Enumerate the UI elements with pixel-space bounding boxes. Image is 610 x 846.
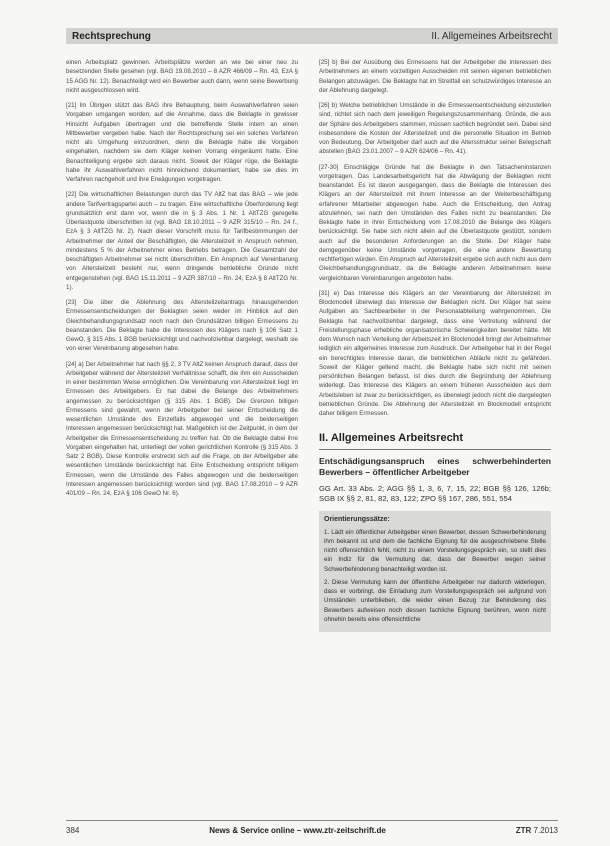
section-heading: II. Allgemeines Arbeitsrecht [319, 432, 551, 450]
page-footer [66, 820, 558, 836]
paragraph: [21] Im Übrigen stützt das BAG ihre Behauptung, beim Auswahlverfahren seien Vorgaben umgangen worden, auf die Annahme, dass die Beklagte in gewisser Hinsicht Aufgaben übertragen und die betreffende Stelle intern an einen Mitbewerber vergeben habe. Nach der Rechtsprechung sei ein solches Verfahren nicht als Umgehung einzuordnen, denn die Beklagte habe die Vorgaben eingehalten, nachdem sie dem Kläger keinen Vorrang eingeräumt hatte. Eine Benachteiligung ergebe sich daraus nicht. Soweit der Kläger rüge, die Beklagte habe ihr Auswahlverfahren nicht hinreichend dokumentiert, habe sie dies im Verfahren nachgeholt und ihre Erwägungen vorgetragen. [66, 102, 298, 183]
footer-issue [516, 826, 558, 835]
statute-references: GG Art. 33 Abs. 2; AGG §§ 1, 3, 6, 7, 15, 22; BGB §§ 126, 126b; SGB IX §§ 2, 81, 82, 83, 122; ZPO §§ 167, 286, 551, 554 [319, 484, 551, 504]
left-column [66, 58, 298, 810]
paragraph: [31] e) Das Interesse des Klägers an der Vereinbarung der Altersteilzeit im Blockmodell überwiegt das Interesse der Beklagten nicht. Der Kläger hat seine Aufgaben als Sachbearbeiter in der Personalabteilung wahrgenommen. Die Beklagte hat nachvollziehbar dargelegt, dass eine Vertretung während der Freistellungsphase erhebliche organisatorische Schwierigkeiten bereitet hätte. Mit dem Wunsch nach Verteilung der Arbeitszeit im Blockmodell bringt der Arbeitnehmer lediglich ein allgemeines Interesse zum Ausdruck. Der Arbeitgeber hat in der Regel ein berechtigtes Interesse daran, die betrieblichen Abläufe nicht zu gefährden. Soweit der Kläger geltend macht, die Beklagte habe sich nicht mit seinen persönlichen Belangen befasst, ist dies durch die Begründung der Ablehnung widerlegt. Das Interesse des Klägers an einem früheren Ausscheiden aus dem Arbeitsleben ist zwar zu berücksichtigen, es überwiegt jedoch nicht die dargelegten betrieblichen Gründe. Die Ablehnung der Altersteilzeit im Blockmodell entspricht daher billigem Ermessen. [319, 289, 551, 417]
guiding-principles-box [319, 511, 551, 632]
box-heading: Orientierungssätze: [324, 516, 390, 524]
paragraph: einen Arbeitsplatz gewinnen. Arbeitsplätze werden an wie bei einer neu zu besetzenden Stelle gesehen (vgl. BAG 19.08.2010 – 8 AZR 466/09 – Rn. 43, EzA § 15 AGG Nr. 12). Benachteiligt wird ein Bewerber auch dann, wenn seine Bewerbung nicht ausgeschlossen wird. [66, 59, 298, 94]
footer-website: News & Service online – www.ztr-zeitschrift.de [209, 825, 386, 835]
paragraph: [25] b) Bei der Ausübung des Ermessens hat der Arbeitgeber die Interessen des Arbeitnehmers an einem vorzeitigen Ausscheiden mit seinen eigenen betrieblichen Belangen abzuwägen. Die Beklagte hat im Streitfall ein schutzwürdiges Interesse an der Ablehnung dargelegt. [319, 59, 551, 94]
page-number: 384 [66, 825, 80, 835]
paragraph: [26] b) Welche betrieblichen Umstände in die Ermessensentscheidung einzustellen sind, richtet sich nach dem jeweiligen Regelungszusammenhang. Gründe, die aus der Sphäre des Arbeitgebers stammen, müssen sachlich begründet sein. Dabei sind insbesondere die Kosten der Altersteilzeit und die personelle Situation im Betrieb von Bedeutung. Der Arbeitgeber darf auch auf die Altersstruktur seiner Belegschaft abstellen (BAG 23.01.2007 – 9 AZR 624/06 – Rn. 41). [319, 102, 551, 156]
header-category: Rechtsprechung [72, 30, 151, 42]
right-column [319, 58, 551, 810]
paragraph: [27-30] Einschlägige Gründe hat die Beklagte in den Tatsacheninstanzen vorgetragen. Das Landesarbeitsgericht hat die Abwägung der Beklagten nicht beanstandet. Es ist davon ausgegangen, dass die Beklagte die Interessen des Klägers an der Altersteilzeit mit ihrem Interesse an der Weiterbeschäftigung erfahrener Mitarbeiter abgewogen habe. Auch die Entscheidung, den Antrag abzulehnen, sei nach den Umständen des Falles nicht zu beanstanden. Die Beklagte habe in ihrer Entscheidung vom 17.08.2010 die Belange des Klägers berücksichtigt. Sie habe sich nicht allein auf die Überlastquote gestützt, sondern auch auf die besonderen Anforderungen an die Stelle. Der Kläger habe demgegenüber keine Umstände vorgetragen, die eine andere Bewertung rechtfertigen würden. Ein Anspruch auf Altersteilzeit ergebe sich auch nicht aus dem Gleichbehandlungsgrundsatz, da die Beklagte anderen Arbeitnehmern keine vergleichbaren Vereinbarungen angeboten habe. [319, 163, 551, 282]
paragraph: [24] a) Der Arbeitnehmer hat nach §§ 2, 3 TV AltZ keinen Anspruch darauf, dass der Arbeitgeber während der Altersteilzeit Verhältnisse schafft, die ihm ein Ausscheiden in einer bestimmten Weise ermöglichen. Die Vereinbarung von Altersteilzeit liegt im Ermessen des Arbeitgebers. Er hat dabei die Belange des Arbeitnehmers angemessen zu berücksichtigen (§ 315 Abs. 1 BGB). Die Grenzen billigen Ermessens sind gewahrt, wenn der Arbeitgeber bei seiner Entscheidung die wesentlichen Umstände des Einzelfalls abgewogen und die beiderseitigen Interessen angemessen berücksichtigt hat. Maßgeblich ist der Zeitpunkt, in dem der Arbeitgeber die Ermessensentscheidung zu treffen hat. Ob die Beklagte dabei ihre Vorgaben eingehalten hat, unterliegt der vollen gerichtlichen Kontrolle (§ 315 Abs. 3 Satz 2 BGB). Diese Kontrolle erstreckt sich auf die Frage, ob der Arbeitgeber alle wesentlichen Umstände berücksichtigt hat. Eine Entscheidung entspricht billigem Ermessen, wenn die Umstände des Falles abgewogen und die beiderseitigen Interessen angemessen berücksichtigt worden sind (vgl. BAG 17.08.2010 – 9 AZR 401/09 – Rn. 24, EzA § 106 GewO Nr. 6). [66, 360, 298, 497]
journal-name: ZTR [515, 825, 532, 835]
paragraph: [22] Die wirtschaftlichen Belastungen durch das TV AltZ hat das BAG – wie jede andere Tarifvertragspartei auch – zu tragen. Eine wirtschaftliche Überforderung liegt grundsätzlich erst dann vor, wenn die in § 3 Abs. 1 Nr. 1 AltTZG geregelte Überlastquote überschritten ist (vgl. BAG 18.10.2011 – 9 AZR 315/10 – Rn. 24 f., EzA § 3 AltTZG Nr. 2). Nach dieser Vorschrift muss für Tarifbestimmungen der Arbeitnehmer der Anteil der Beschäftigten, die Altersteilzeit in Anspruch nehmen, mindestens 5 % der Arbeitnehmer eines Betriebs betragen. Die Gesamtzahl der beschäftigten Arbeitnehmer sei nicht überschritten. Ein Anspruch auf Vereinbarung von Altersteilzeit besteht nur, wenn dringende betriebliche Gründe nicht entgegenstehen (vgl. BAG 15.11.2011 – 9 AZR 387/10 – Rn. 24, EzA § 8 AltTZG Nr. 1). [66, 191, 298, 291]
decision-subheading: Entschädigungsanspruch eines schwerbehinderten Bewerbers – öffentlicher Arbeitgeber [319, 456, 551, 478]
principle-item: 1. Lädt ein öffentlicher Arbeitgeber einen Bewerber, dessen Schwerbehinderung ihm bekannt ist und dem die fachliche Eignung für die ausgeschriebene Stelle nicht offensichtlich fehlt, nicht zu einem Vorstellungsgespräch ein, so stellt dies ein Indiz für die Vermutung dar, dass der Bewerber wegen seiner Schwerbehinderung benachteiligt worden ist. [324, 528, 546, 573]
running-header [66, 28, 558, 44]
paragraph: [23] Die über die Ablehnung des Altersteilzeitantrags hinausgehenden Ermessensentscheidungen der Beklagten seien weder im Hinblick auf den Gleichbehandlungsgrundsatz noch nach den Grundsätzen billigen Ermessens zu beanstanden. Die Beklagte habe die Interessen des Klägers nach § 106 Satz 1 GewO, § 315 Abs. 1 BGB berücksichtigt und nachvollziehbar dargelegt, weshalb sie von einer Vereinbarung abgesehen habe. [66, 299, 298, 353]
principle-item: 2. Diese Vermutung kann der öffentliche Arbeitgeber nur dadurch widerlegen, dass er vorbringt, die Einladung zum Vorstellungsgespräch sei aufgrund von Umständen unterblieben, die weder einen Bezug zur Behinderung des Bewerbers aufweisen noch dessen fachliche Eignung berühren, wenn nicht ohnehin bereits eine offensichtliche [324, 578, 546, 623]
issue-number: 7.2013 [533, 825, 558, 835]
header-section: II. Allgemeines Arbeitsrecht [431, 30, 552, 42]
